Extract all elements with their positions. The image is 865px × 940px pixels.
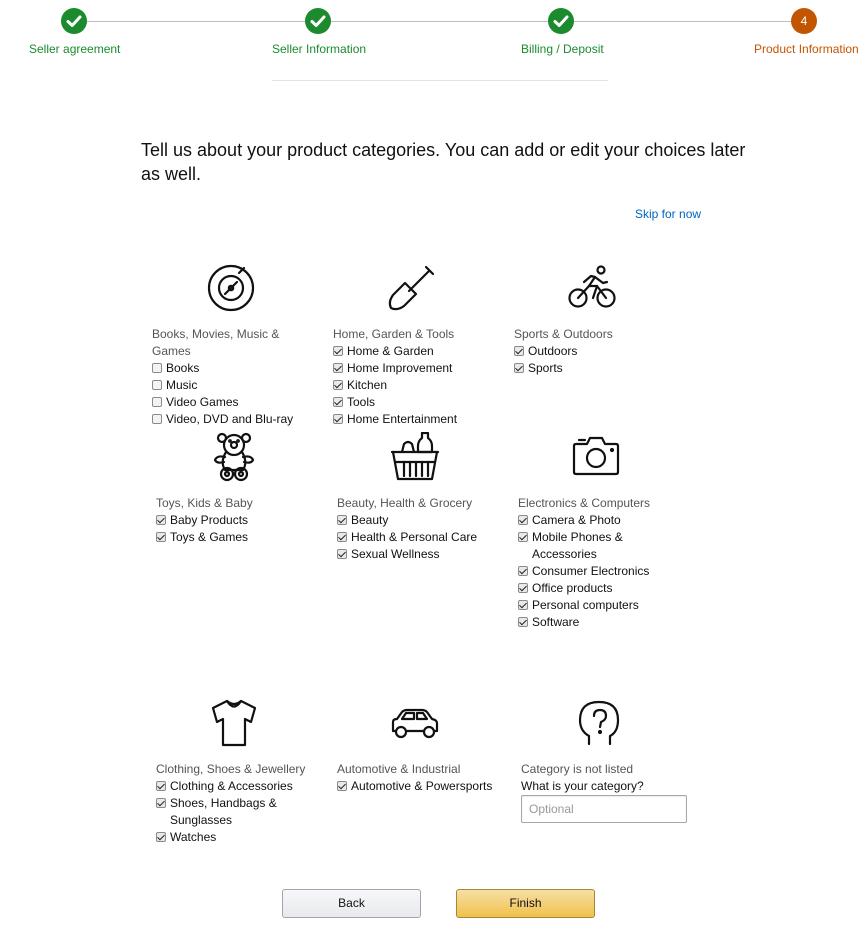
option-office-products[interactable] <box>518 580 658 597</box>
checkbox[interactable] <box>518 515 528 525</box>
checkbox[interactable] <box>514 346 524 356</box>
category-title: Electronics & Computers <box>518 496 651 510</box>
option-label: Tools <box>347 395 376 409</box>
category-automotive-industrial <box>337 761 507 795</box>
category-title: Books, Movies, Music & Games <box>152 327 280 358</box>
checkbox[interactable] <box>152 363 162 373</box>
option-label: Sports <box>528 361 563 375</box>
category-title: Clothing, Shoes & Jewellery <box>156 762 306 776</box>
step-label: Product Information <box>754 42 859 56</box>
option-health-personal-care[interactable] <box>337 529 507 546</box>
teddy-bear-icon <box>209 432 259 482</box>
option-label: Home Improvement <box>347 361 453 375</box>
category-title: Toys, Kids & Baby <box>156 496 253 510</box>
category-clothing-shoes-jewellery <box>156 761 316 846</box>
back-button[interactable]: Back <box>282 889 421 918</box>
cyclist-icon <box>567 263 617 313</box>
step-complete-check-icon <box>305 8 331 34</box>
step-label: Seller Information <box>272 42 367 56</box>
option-mobile-phones-accessories[interactable] <box>518 529 658 563</box>
checkbox[interactable] <box>518 583 528 593</box>
option-tools[interactable] <box>333 394 503 411</box>
option-baby-products[interactable] <box>156 512 316 529</box>
checkbox[interactable] <box>333 397 343 407</box>
step-label: Seller agreement <box>29 42 121 56</box>
option-label: Shoes, Handbags & Sunglasses <box>170 796 277 827</box>
option-label: Automotive & Powersports <box>351 779 493 793</box>
option-consumer-electronics[interactable] <box>518 563 658 580</box>
checkbox[interactable] <box>333 363 343 373</box>
option-label: Personal computers <box>532 598 639 612</box>
checkbox[interactable] <box>156 781 166 791</box>
option-clothing-accessories[interactable] <box>156 778 316 795</box>
option-home-entertainment[interactable] <box>333 411 503 428</box>
checkbox[interactable] <box>156 532 166 542</box>
category-sports-outdoors <box>514 326 674 377</box>
category-not-listed <box>521 761 691 795</box>
option-label: Outdoors <box>528 344 578 358</box>
checkbox[interactable] <box>156 832 166 842</box>
category-title: Beauty, Health & Grocery <box>337 496 473 510</box>
option-label: Toys & Games <box>170 530 249 544</box>
option-label: Kitchen <box>347 378 388 392</box>
option-label: Video, DVD and Blu-ray <box>166 412 294 426</box>
checkbox[interactable] <box>333 346 343 356</box>
checkbox[interactable] <box>518 532 528 542</box>
option-video-games[interactable] <box>152 394 312 411</box>
checkbox[interactable] <box>337 515 347 525</box>
option-shoes-handbags-sunglasses[interactable] <box>156 795 316 829</box>
option-label: Office products <box>532 581 613 595</box>
skip-for-now-link[interactable]: Skip for now <box>635 207 702 221</box>
checkbox[interactable] <box>156 798 166 808</box>
category-title: Automotive & Industrial <box>337 762 461 776</box>
checkbox[interactable] <box>333 414 343 424</box>
option-label: Music <box>166 378 198 392</box>
option-kitchen[interactable] <box>333 377 503 394</box>
option-beauty[interactable] <box>337 512 507 529</box>
category-books-movies-music-games <box>152 326 312 428</box>
step-label: Billing / Deposit <box>521 42 604 56</box>
option-label: Video Games <box>166 395 239 409</box>
disc-icon <box>206 263 256 313</box>
camera-icon <box>571 432 621 482</box>
divider <box>272 80 608 81</box>
option-label: Clothing & Accessories <box>170 779 293 793</box>
option-label: Consumer Electronics <box>532 564 650 578</box>
checkbox[interactable] <box>337 781 347 791</box>
category-title: Home, Garden & Tools <box>333 327 455 341</box>
option-personal-computers[interactable] <box>518 597 658 614</box>
other-category-question: What is your category? <box>521 779 644 793</box>
option-sexual-wellness[interactable] <box>337 546 507 563</box>
checkbox[interactable] <box>518 600 528 610</box>
checkbox[interactable] <box>514 363 524 373</box>
option-toys-games[interactable] <box>156 529 316 546</box>
checkbox[interactable] <box>333 380 343 390</box>
tshirt-icon <box>209 698 259 748</box>
option-sports[interactable] <box>514 360 674 377</box>
option-label: Baby Products <box>170 513 249 527</box>
option-watches[interactable] <box>156 829 316 846</box>
option-label: Sexual Wellness <box>351 547 440 561</box>
checkbox[interactable] <box>518 566 528 576</box>
option-label: Watches <box>170 830 217 844</box>
option-video-dvd-bluray[interactable] <box>152 411 312 428</box>
step-complete-check-icon <box>548 8 574 34</box>
option-label: Mobile Phones & Accessories <box>532 530 623 561</box>
category-toys-kids-baby <box>156 495 316 546</box>
checkbox[interactable] <box>152 414 162 424</box>
finish-button[interactable]: Finish <box>456 889 595 918</box>
checkbox[interactable] <box>337 532 347 542</box>
category-title: Sports & Outdoors <box>514 327 613 341</box>
option-label: Software <box>532 615 580 629</box>
option-software[interactable] <box>518 614 658 631</box>
option-home-improvement[interactable] <box>333 360 503 377</box>
question-head-icon <box>575 698 625 748</box>
option-music[interactable] <box>152 377 312 394</box>
option-label: Health & Personal Care <box>351 530 478 544</box>
category-beauty-health-grocery <box>337 495 507 563</box>
grocery-basket-icon <box>390 432 440 482</box>
option-label: Beauty <box>351 513 389 527</box>
stepper-connector <box>74 21 804 22</box>
option-automotive-powersports[interactable] <box>337 778 507 795</box>
car-icon <box>390 698 440 748</box>
other-category-input[interactable] <box>521 795 687 823</box>
checkbox[interactable] <box>518 617 528 627</box>
checkbox[interactable] <box>156 515 166 525</box>
option-label: Camera & Photo <box>532 513 621 527</box>
option-outdoors[interactable] <box>514 343 674 360</box>
option-books[interactable] <box>152 360 312 377</box>
step-number-badge: 4 <box>791 8 817 34</box>
page-heading: Tell us about your product categories. You can add or edit your choices later as well. <box>141 140 746 184</box>
category-title: Category is not listed <box>521 762 634 776</box>
option-label: Home Entertainment <box>347 412 458 426</box>
category-home-garden-tools <box>333 326 503 428</box>
step-complete-check-icon <box>61 8 87 34</box>
checkbox[interactable] <box>152 397 162 407</box>
option-home-garden[interactable] <box>333 343 503 360</box>
checkbox[interactable] <box>337 549 347 559</box>
option-label: Books <box>166 361 200 375</box>
shovel-icon <box>386 263 436 313</box>
checkbox[interactable] <box>152 380 162 390</box>
option-label: Home & Garden <box>347 344 434 358</box>
category-electronics-computers <box>518 495 658 631</box>
option-camera-photo[interactable] <box>518 512 658 529</box>
